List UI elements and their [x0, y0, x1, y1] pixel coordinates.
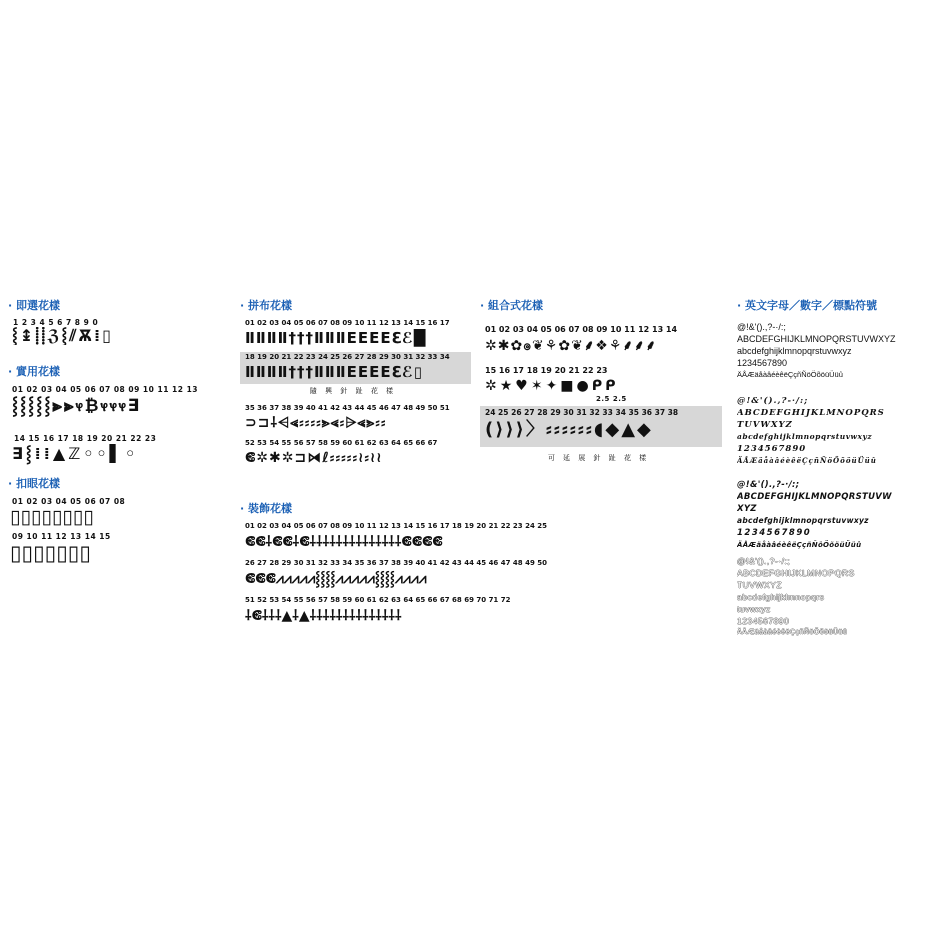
- pattern-numbers: 01 02 03 04 05 06 07 08 09 10 11 12 13 14 15 16 17 18 19 20 21 22 23 24 25: [245, 522, 548, 530]
- font-sample-line: ÄÅÆäåàâéèêëÇçñÑöÖõöüÜüû: [737, 629, 848, 636]
- section-title-patchwork: · 拼布花樣: [240, 299, 293, 312]
- pattern-numbers: 15 16 17 18 19 20 21 22 23: [485, 366, 608, 375]
- needle-width-label: 2.5 2.5: [596, 395, 627, 403]
- pattern-glyph-row: ⅡⅡⅡⅡ†††ⅡⅡⅡEEEEℇℰ▯: [245, 363, 424, 381]
- section-buttonhole: [8, 475, 233, 565]
- font-sample-line: @!&'().,?-·/:;: [737, 322, 786, 332]
- pattern-numbers: 14 15 16 17 18 19 20 21 22 23: [14, 434, 157, 443]
- pattern-numbers: 01 02 03 04 05 06 07 08 09 10 11 12 13 14: [485, 325, 678, 334]
- font-sample-line: abcdefghijklmnopqrstuvwxyz: [737, 346, 852, 356]
- elongation-caption: 可 延 展 針 趾 花 樣: [547, 454, 650, 462]
- pattern-glyph-row: ⵞ✲✱✲⊐⧒ℓ⸗⸗⸗⸗⸗≀⸗≀≀: [245, 450, 383, 466]
- pattern-glyph-row: ⊃⊐⸸⩤⪡⸗⸗⸗⸗⪢⪡⸗⩥⪡⪢⸗⸗: [245, 415, 387, 431]
- pattern-numbers: 24 25 26 27 28 29 30 31 32 33 34 35 36 37 38: [485, 408, 679, 417]
- pattern-glyph-row: ⵞⵞ⸸ⵞⵞ⸸ⵞ⸸⸸⸸⸸⸸⸸⸸⸸⸸⸸⸸⸸⸸⸸ⵞⵞⵞⵞ: [245, 534, 443, 550]
- section-title-decorative: · 裝飾花樣: [240, 502, 293, 515]
- section-alphabet: [737, 297, 942, 639]
- pattern-glyph-row: ✲★♥✶✦■●ᑭᑭ: [485, 378, 619, 394]
- pattern-numbers: 26 27 28 29 30 31 32 33 34 35 36 37 38 39 40 41 42 43 44 45 46 47 48 49 50: [245, 559, 548, 567]
- pattern-glyph-row: (⟩⟩⟩〉⸗⸗⸗⸗⸗⸗◖◆▲◆: [485, 419, 653, 440]
- section-title-utility: · 實用花樣: [8, 365, 61, 378]
- pattern-glyph-row: ⸸ⵞ⸸⸸⸸▲⸸▲⸸⸸⸸⸸⸸⸸⸸⸸⸸⸸⸸⸸⸸⸸: [245, 608, 402, 624]
- pattern-glyph-row: ⵞⵞⵞ⩘⩘⩘⩘⩘⸾⸾⸾⸾⩘⩘⩘⩘⩘⸾⸾⸾⸾⩘⩘⩘⩘: [245, 571, 427, 587]
- pattern-numbers: 01 02 03 04 05 06 07 08: [12, 497, 126, 506]
- font-sample-line: ABCDEFGHIJKLMNOPQRS: [737, 408, 885, 418]
- font-sample-line: TUVWXYZ: [737, 580, 783, 590]
- font-sample-line: abcdefghijklmnopqrstuvwxyz: [737, 516, 869, 525]
- pattern-glyph-row: ⸾↨⸽⸽ℨ⸾⫽Ѫ⁞▯: [12, 327, 113, 345]
- font-sample-line: 1234567890: [737, 616, 790, 626]
- pattern-glyph-row: ▯▯▯▯▯▯▯: [10, 541, 91, 565]
- pattern-numbers: 01 02 03 04 05 06 07 08 09 10 11 12 13: [12, 385, 199, 394]
- pattern-numbers: 01 02 03 04 05 06 07 08 09 10 11 12 13 14 15 16 17: [245, 319, 450, 327]
- font-sample-line: ABCDEFGHIJKLMNOPQRS: [737, 568, 855, 578]
- pattern-numbers: 52 53 54 55 56 57 58 59 60 61 62 63 64 65 66 67: [245, 439, 438, 447]
- elongation-panel: [480, 406, 722, 447]
- section-title-quick-select: · 即選花樣: [8, 299, 61, 312]
- font-sample-line: abcdefghijklmnopqrs: [737, 592, 825, 602]
- pattern-glyph-row: ⅡⅡⅡⅡ†††ⅡⅡⅡEEEEℇℰ█: [245, 329, 427, 347]
- pattern-numbers: 1 2 3 4 5 6 7 8 9 0: [13, 318, 99, 327]
- section-title-alphabet: · 英文字母／數字／標點符號: [737, 299, 878, 312]
- font-sample-line: ÄÅÆäåàâéèêëÇçñÑöÖõöüÜüû: [737, 370, 843, 379]
- pattern-glyph-row: ∃⸾⁞⁞▲ℤ◦◦▌◦: [12, 444, 139, 463]
- font-sample-line: 1234567890: [737, 358, 788, 368]
- font-sample-line: 1234567890: [737, 444, 807, 454]
- font-block-plain: [737, 321, 942, 381]
- font-block-bold: [737, 479, 942, 551]
- section-patchwork: [240, 297, 475, 468]
- font-sample-line: tuvwxyz: [737, 604, 771, 614]
- pattern-numbers: 18 19 20 21 22 23 24 25 26 27 28 29 30 31 32 33 34: [245, 353, 450, 361]
- pattern-numbers: 51 52 53 54 55 56 57 58 59 60 61 62 63 64 65 66 67 68 69 70 71 72: [245, 596, 511, 604]
- section-title-combination: · 組合式花樣: [480, 299, 544, 312]
- section-quick-select: [8, 297, 233, 345]
- font-sample-line: @!&'().,?-·/:;: [737, 556, 791, 566]
- font-sample-line: ÄÅÆäåàâéèêëÇçñÑöÖõöüÜüû: [737, 541, 862, 549]
- section-combination: [480, 297, 730, 463]
- font-sample-line: ABCDEFGHIJKLMNOPQRSTUVWXYZ: [737, 334, 896, 344]
- font-sample-line: XYZ: [737, 504, 757, 514]
- pattern-glyph-row: ▯▯▯▯▯▯▯▯: [10, 506, 94, 528]
- font-block-script: [737, 395, 942, 467]
- random-stitch-panel: [240, 352, 471, 384]
- font-sample-line: ÄÅÆäåàâéèêëÇçñÑöÖõöüÜüû: [737, 456, 877, 465]
- font-sample-line: @!&'().,?-·/:;: [737, 480, 800, 490]
- font-sample-line: @!&'().,?-·/:;: [737, 396, 809, 406]
- section-title-buttonhole: · 扣眼花樣: [8, 477, 61, 490]
- pattern-glyph-row: ✲✱✿ၜ❦⚘✿❦⸙❖⚘⸙⸙⸙: [485, 338, 657, 354]
- pattern-numbers: 35 36 37 38 39 40 41 42 43 44 45 46 47 48 49 50 51: [245, 404, 450, 412]
- section-utility: [8, 363, 233, 465]
- section-decorative: [240, 500, 580, 627]
- font-sample-line: ABCDEFGHIJKLMNOPQRSTUVW: [737, 492, 892, 502]
- random-stitch-caption: 隨 興 針 趾 花 樣: [309, 387, 397, 395]
- font-sample-line: TUVWXYZ: [737, 420, 793, 430]
- font-sample-line: abcdefghijklmnopqrstuvwxyz: [737, 432, 873, 441]
- font-sample-line: 1234567890: [737, 528, 812, 538]
- font-block-outline: [737, 555, 942, 639]
- pattern-numbers: 09 10 11 12 13 14 15: [12, 532, 111, 541]
- pattern-glyph-row: ⸾⸾⸾⸾⸾⫸⫸ⳡ₿ⳡⳡⳡ∃: [12, 396, 142, 416]
